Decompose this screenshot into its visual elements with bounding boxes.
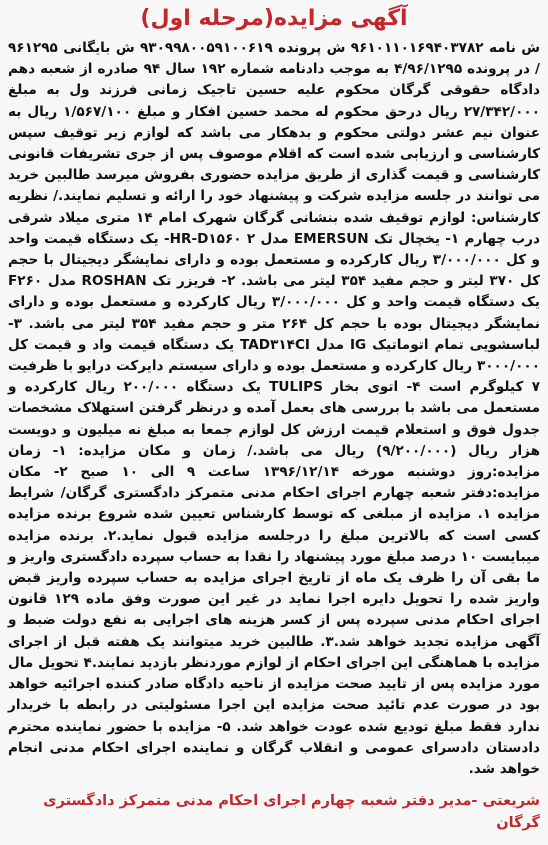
notice-signature: شریعتی -مدیر دفتر شعبه چهارم اجرای احکام مدنی متمرکز دادگستری گرگان (43, 793, 540, 831)
notice-body: ش نامه ۹۶۱۰۱۱۰۱۶۹۴۰۳۷۸۲ ش پرونده ۹۳۰۹۹۸۰۰۵۹۱۰۰۶۱۹ ش بایگانی ۹۶۱۲۹۵ / در پرونده ۴/۹۶/۱۲۹۵ به موجب دادنامه شماره ۱۹۲ سال ۹۴ صادره از شعبه دهم دادگاه حقوقی گرگان محکوم علیه حسین تاجیک زمانی فرزند ول به مبلغ ۲۷/۳۴۲/۰۰۰ ریال درحق محکوم له محمد حسین افکار و مبلغ ۱/۵۶۷/۱۰۰ ریال به عنوان نیم عشر دولتی محکوم و بدهکار می باشد که لوازم زیر توقیف سپس کارشناسی و ارزیابی شده است که اقلام موصوف پس از جری تشریفات قانونی کارشناسی و قیمت گذاری از طریق مزایده حضوری بفروش میرسد طالبین خرید می توانند در جلسه مزایده شرکت و پیشنهاد خود را ارائه و تسلیم نمایند./ نظریه کارشناس: لوازم توقیف شده بنشانی گرگان شهرک امام ۱۴ متری میلاد شرقی درب چهارم ۱- یخچال تک EMERSUN مدل HR-D۱۵۶۰ ۲- یک دستگاه قیمت واحد و کل ۳/۰۰۰/۰۰۰ ریال کارکرده و مستعمل بوده و دارای نمایشگر دیجیتال با حجم کل ۳۷۰ لیتر و حجم مفید ۳۵۴ لیتر می باشد. ۲- فریزر تک ROSHAN مدل F۲۶۰ یک دستگاه قیمت واحد و کل ۳/۰۰۰/۰۰۰ ریال کارکرده و مستعمل بوده و دارای نمایشگر دیجیتال بوده با حجم کل ۲۶۴ متر و حجم مفید ۳۵۴ لیتر می باشد. ۳- لباسشویی تمام اتوماتیک IG مدل TAD۳۱۴CI یک دستگاه قیمت واد و قیمت کل ۳۰۰۰/۰۰۰ ریال کارکرده و مستعمل بوده و دارای سیستم دایرکت درایو با ظرفیت ۷ کیلوگرم است ۴- اتوی بخار TULIPS یک دستگاه ۲۰۰/۰۰۰ ریال کارکرده و مستعمل می باشد با بررسی های بعمل آمده و درنظر گرفتن استهلاک مشخصات جدول فوق و استعلام قیمت ارزش کل لوازم جمعا به مبلغ نه میلیون و دویست هزار ریال (۹/۲۰۰/۰۰۰) ریال می باشد./ زمان و مکان مزایده: ۱- زمان مزایده:روز دوشنبه مورخه ۱۳۹۶/۱۲/۱۴ ساعت ۹ الی ۱۰ صبح ۲- مکان مزایده:دفتر شعبه چهارم اجرای احکام مدنی متمرکز دادگستری گرگان/ شرایط مزایده ۱. مزایده از مبلغی که توسط کارشناس تعیین شده شروع برنده مزایده کسی است که بالاترین مبلغ را درجلسه مزایده قبول نماید.۲. برنده مزایده میبایست ۱۰ درصد مبلغ مورد پیشنهاد را نقدا به حساب سپرده دادگستری واریز و ما بقی آن را ظرف یک ماه از تاریخ اجرای مزایده به حساب سپرده واریز قبض واریز شده را تحویل دایره اجرا نماید در غیر این صورت وفق ماده ۱۲۹ قانون اجرای احکام مدنی سپرده پس از کسر هزینه های اجرایی به نفع دولت ضبط و آگهی مزایده تجدید خواهد شد.۳. طالبین خرید میتوانند یک هفته قبل از اجرای مزایده با هماهنگی این اجرای احکام از لوازم موردنظر بازدید نمایند.۴ تحویل مال مورد مزایده پس از تایید صحت مزایده از ناحیه دادگاه صادر کننده اجرائیه خواهد بود در صورت عدم تائید صحت مزایده این اجرا مسئولیتی در رابطه با خریدار ندارد فقط مبلغ تودیع شده عودت خواهد شد. ۵- مزایده با حضور نماینده محترم دادستان دادسرای عمومی و انقلاب گرگان و نماینده اجرای احکام مدنی انجام خواهد شد. (8, 40, 541, 777)
notice-title: آگهی مزایده(مرحله اول) (140, 6, 408, 31)
